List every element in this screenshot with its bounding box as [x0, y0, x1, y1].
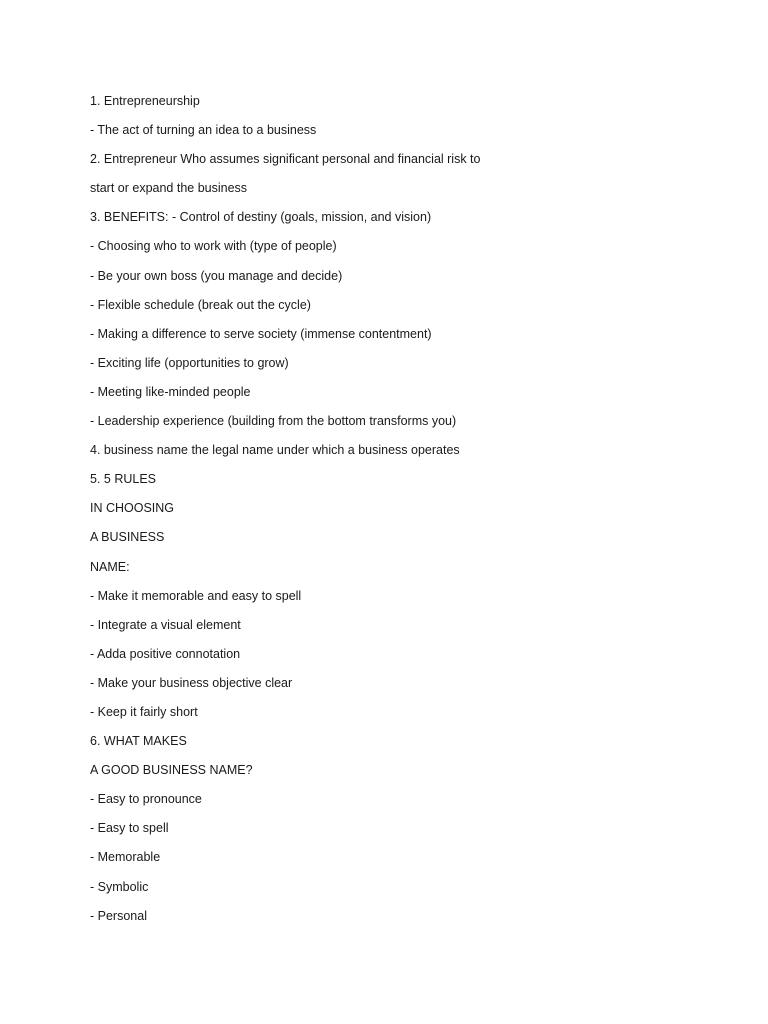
heading-business-name: 4. business name the legal name under which a business operates — [90, 443, 460, 458]
list-item: - Personal — [90, 908, 147, 923]
list-item: - Integrate a visual element — [90, 617, 241, 632]
list-item: - Choosing who to work with (type of people) — [90, 239, 337, 254]
list-item: - Exciting life (opportunities to grow) — [90, 355, 289, 370]
list-item: - Make it memorable and easy to spell — [90, 588, 302, 603]
list-item: - Make your business objective clear — [90, 675, 293, 690]
heading-what-makes: 6. WHAT MAKES — [90, 734, 187, 749]
text-line: A BUSINESS — [90, 530, 165, 545]
definition-line: - The act of turning an idea to a business — [90, 123, 317, 138]
list-item: - Adda positive connotation — [90, 646, 241, 661]
list-item: - Memorable — [90, 850, 161, 865]
heading-entrepreneurship: 1. Entrepreneurship — [90, 94, 200, 108]
list-item: - Be your own boss (you manage and decide) — [90, 268, 343, 283]
heading-rules: 5. 5 RULES — [90, 472, 157, 487]
document-body — [90, 87, 710, 931]
text-line: A GOOD BUSINESS NAME? — [90, 763, 253, 778]
list-item: - Keep it fairly short — [90, 704, 198, 719]
list-item: - Leadership experience (building from the bottom transforms you) — [90, 414, 457, 429]
text-line: start or expand the business — [90, 181, 248, 196]
list-item: - Easy to spell — [90, 821, 169, 836]
text-line: NAME: — [90, 559, 130, 574]
list-item: - Symbolic — [90, 879, 149, 894]
text-line: IN CHOOSING — [90, 501, 175, 516]
list-item: - Flexible schedule (break out the cycle) — [90, 297, 311, 312]
heading-entrepreneur: 2. Entrepreneur Who assumes significant personal and financial risk to — [90, 152, 481, 167]
list-item: - Making a difference to serve society (immense contentment) — [90, 326, 432, 341]
list-item: - Easy to pronounce — [90, 792, 202, 807]
heading-benefits: 3. BENEFITS: - Control of destiny (goals, mission, and vision) — [90, 210, 432, 225]
list-item: - Meeting like-minded people — [90, 384, 251, 399]
